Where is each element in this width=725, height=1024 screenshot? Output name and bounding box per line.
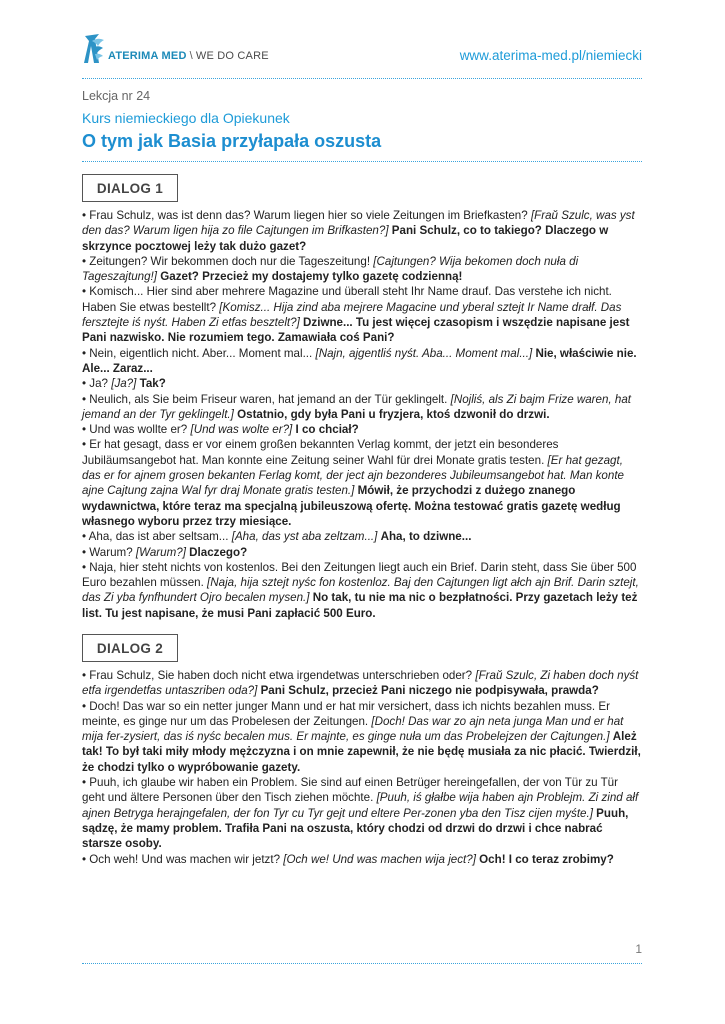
pronunciation-text: [Und was wolte er?] <box>190 423 293 437</box>
polish-text: Mówił, że przychodzi z dużego znanego wydawnictwa, które teraz ma specjalną jubileuszową ofertę. Można testować gratis gazetę według własnego wyboru przez trzy miesiące. <box>82 484 621 528</box>
dialog2-text <box>82 668 642 867</box>
polish-text: Pani Schulz, co to takiego? Dlaczego w skrzynce pocztowej leży tak dużo gazet? <box>82 224 609 253</box>
german-text: • Puuh, ich glaube wir haben ein Problem. Sie sind auf einen Betrüger hereingefallen, der von Tür zu Tür geht und ältere Personen über den Tisch ziehen möchte. <box>82 776 618 805</box>
german-text: • Neulich, als Sie beim Friseur waren, hat jemand an der Tür geklingelt. <box>82 392 448 406</box>
polish-text: Ostatnio, gdy była Pani u fryzjera, ktoś dzwonił do drzwi. <box>237 407 550 421</box>
dialog-line <box>82 422 642 437</box>
polish-text: Och! I co teraz zrobimy? <box>479 852 614 866</box>
dialog-line <box>82 392 642 423</box>
page-number: 1 <box>635 942 642 956</box>
dialog-line <box>82 545 642 560</box>
page-title: O tym jak Basia przyłapała oszusta <box>82 131 382 151</box>
dialog-line <box>82 560 642 621</box>
header <box>82 30 642 70</box>
german-text: • Zeitungen? Wir bekommen doch nur die Tageszeitung! <box>82 254 371 268</box>
german-text: • Er hat gesagt, dass er vor einem großen bekannten Verlag kommt, der jetzt ein besonderes Jubiläumsangebot hat. Man konnte eine Zeitung seiner Wahl für drei Monate gratis testen. <box>82 438 559 467</box>
polish-text: I co chciał? <box>295 423 359 437</box>
german-text: • Frau Schulz, Sie haben doch nicht etwa irgendetwas unterschrieben oder? <box>82 669 473 682</box>
logo-tagline: WE DO CARE <box>195 50 269 62</box>
german-text: • Warum? <box>82 545 133 559</box>
aterima-logo-icon <box>82 32 106 66</box>
polish-text: Dziwne... Tu jest więcej czasopism i wszędzie napisane jest Pani nazwisko. Nie rozumiem tego. Zamawiała coś Pani? <box>82 316 630 345</box>
logo-brand: ATERIMA MED <box>108 50 187 62</box>
german-text: • Komisch... Hier sind aber mehrere Magazine und überall steht Ihr Name drauf. Das verstehe ich nicht. Haben Sie etwas bestellt? <box>82 285 612 314</box>
german-text: • Ja? <box>82 377 108 391</box>
logo-separator: \ <box>189 50 193 62</box>
polish-text: Pani Schulz, przecież Pani niczego nie podpisywała, prawda? <box>260 684 599 698</box>
pronunciation-text: [Er hat gezagt, das er for ajnem grosen bekanten Ferlag komt, der ject ajn bezonderes Jubileumsangebot hat. Man konte ajne Cajtung zajna Wal fyr draj Monate gratis testen.] <box>82 453 625 498</box>
polish-text: Nie, właściwie nie. Ale... Zaraz... <box>82 346 637 375</box>
german-text: • Doch! Das war so ein netter junger Mann und er hat mir versichert, dass ich nichts bezahlen muss. Er meinte, es ginge nur um das Probelesen der Zeitungen. <box>82 699 610 728</box>
pronunciation-text: [Naja, hija sztejt nyśc fon kostenloz. Baj den Cajtungen ligt ałch ajn Brif. Darin sztejt, das Zi yba fynfhundert Ojro becalen mysen.] <box>82 576 639 605</box>
document-page <box>82 0 642 1024</box>
german-text: • Frau Schulz, was ist denn das? Warum liegen hier so viele Zeitungen im Briefkasten? <box>82 209 528 222</box>
german-text: • Naja, hier steht nichts von kostenlos. Bei den Zeitungen liegt auch ein Brief. Darin steht, dass Sie über 500 Euro bezahlen müssen. <box>82 560 637 590</box>
polish-text: Gazet? Przecież my dostajemy tylko gazetę codzienną! <box>160 270 463 284</box>
dialog1-text <box>82 208 642 621</box>
pronunciation-text: [Ja?] <box>111 377 137 391</box>
dialog-line <box>82 254 642 285</box>
polish-text: Aha, to dziwne... <box>380 530 472 544</box>
dialog2-heading: DIALOG 2 <box>82 634 178 662</box>
divider-bottom <box>82 963 642 964</box>
site-url-link[interactable]: www.aterima-med.pl/niemiecki <box>459 48 642 63</box>
pronunciation-text: [Cajtungen? Wija bekomen doch nuła di Tageszajtung!] <box>82 254 579 284</box>
dialog-line <box>82 284 642 345</box>
german-text: • Aha, das ist aber seltsam... <box>82 530 229 544</box>
dialog-line <box>82 699 642 775</box>
dialog-line <box>82 346 642 377</box>
course-name: Kurs niemieckiego dla Opiekunek <box>82 110 290 126</box>
polish-text: Tak? <box>139 377 166 391</box>
pronunciation-text: [Warum?] <box>135 545 186 559</box>
polish-text: Dlaczego? <box>189 545 248 559</box>
pronunciation-text: [Fraŭ Szulc, Zi haben doch nyśt etfa irgendetfas untaszriben oda?] <box>82 669 639 698</box>
divider-title <box>82 161 642 162</box>
pronunciation-text: [Aha, das yst aba zeltzam...] <box>231 530 378 544</box>
dialog-line <box>82 376 642 391</box>
dialog-line <box>82 668 642 699</box>
pronunciation-text: [Puuh, iś głałbe wija haben ajn Problejm. Zi zind ałf ajnen Betryga herajngefalen, der fon Tyr cu Tyr gejt und eltere Per-zonen yba den Tisz cijen myśte.] <box>82 791 639 820</box>
polish-text: No tak, tu nie ma nic o bezpłatności. Przy gazetach leży też list. Tu jest napisane, że musi Pani zapłacić 500 Euro. <box>82 591 638 620</box>
lesson-number: Lekcja nr 24 <box>82 89 151 103</box>
pronunciation-text: [Doch! Das war zo ajn neta junga Man und er hat mija fer-zysiert, das iś nyśc becalen mus. Er majnte, es ginge nuła um das Probelejzen der Cajtungen.] <box>82 714 624 744</box>
german-text: • Und was wollte er? <box>82 423 188 437</box>
dialog-line <box>82 208 642 254</box>
german-text: • Nein, eigentlich nicht. Aber... Moment mal... <box>82 346 313 360</box>
pronunciation-text: [Och we! Und was machen wija ject?] <box>283 852 476 866</box>
polish-text: Puuh, sądzę, że mamy problem. Trafiła Pani na oszusta, który chodzi od drzwi do drzwi i chce nabrać starsze osoby. <box>82 806 629 851</box>
divider-top <box>82 78 642 79</box>
polish-text: Ależ tak! To był taki miły młody mężczyzna i on mnie zapewnił, że nie będę musiała za nic płacić. Twierdził, że chodzi tylko o wypróbowanie gazety. <box>82 730 641 774</box>
german-text: • Och weh! Und was machen wir jetzt? <box>82 852 281 866</box>
pronunciation-text: [Fraŭ Szulc, was yst den das? Warum ligen hija zo file Cajtungen im Brifkasten?] <box>82 209 635 238</box>
dialog1-heading: DIALOG 1 <box>82 174 178 202</box>
pronunciation-text: [Komisz... Hija zind aba mejrere Magacine und yberal sztejt Ir Name drałf. Das fersztejte iś nyśt. Haben Zi etfas besztelt?] <box>82 300 622 330</box>
pronunciation-text: [Najn, ajgentliś nyśt. Aba... Moment mal...] <box>315 346 533 360</box>
logo-text <box>108 50 269 62</box>
pronunciation-text: [Nojliś, als Zi bajm Frize waren, hat jemand an der Tyr geklingelt.] <box>82 392 631 421</box>
aterima-logo[interactable] <box>82 32 269 66</box>
dialog-line <box>82 775 642 851</box>
dialog-line <box>82 529 642 544</box>
dialog-line <box>82 852 642 867</box>
dialog-line <box>82 437 642 529</box>
